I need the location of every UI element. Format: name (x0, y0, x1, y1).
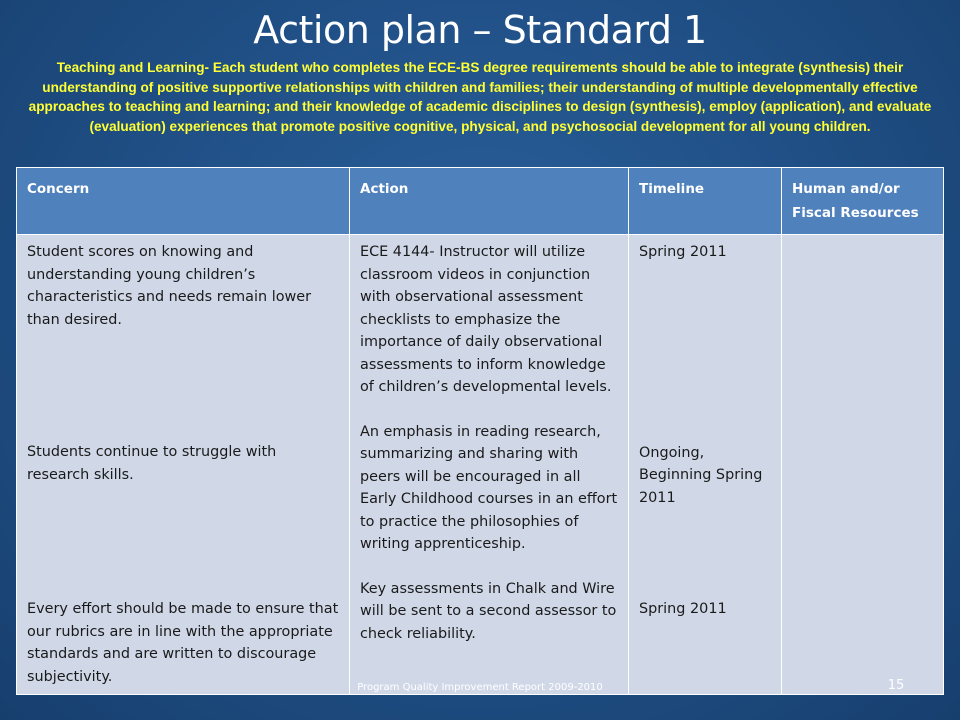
concern-3: Every effort should be made to ensure that our rubrics are in line with the appropriate standards and are written to discourage subjectivity. (27, 601, 339, 685)
table-header-row (17, 168, 944, 235)
action-2: An emphasis in reading research, summarizing and sharing with peers will be encouraged in all Early Childhood courses in an effort to practice the philosophies of writing apprenticeship. (360, 423, 618, 552)
action-plan-table (16, 167, 944, 695)
header-concern: Concern (17, 168, 350, 235)
header-action: Action (350, 168, 629, 235)
slide-title: Action plan – Standard 1 (253, 8, 707, 52)
timeline-2: Ongoing, Beginning Spring 2011 (639, 444, 763, 506)
action-cell (350, 235, 629, 695)
concern-2: Students continue to struggle with research skills. (27, 444, 277, 483)
header-timeline: Timeline (629, 168, 782, 235)
table-row (17, 235, 944, 695)
timeline-3: Spring 2011 (639, 601, 727, 617)
page-number: 15 (887, 678, 905, 693)
standard-description: Teaching and Learning- Each student who completes the ECE-BS degree requirements should be able to integrate (synthesis) their understanding of positive supportive relationships with children and families; their understanding of multiple developmentally effective approaches to teaching and learning; and their knowledge of academic disciplines to design (synthesis), employ (application), and evaluate (evaluation) experiences that promote positive cognitive, physical, and psychosocial development for all young children. (28, 60, 932, 134)
header-resources: Human and/or Fiscal Resources (782, 168, 944, 235)
action-1: ECE 4144- Instructor will utilize classroom videos in conjunction with observational assessment checklists to emphasize the importance of daily observational assessments to inform knowledge of children’s developmental levels. (360, 244, 612, 395)
concern-1: Student scores on knowing and understanding young children’s characteristics and needs remain lower than desired. (27, 244, 312, 328)
resources-cell (782, 235, 944, 695)
concern-cell (17, 235, 350, 695)
timeline-cell (629, 235, 782, 695)
footer-text: Program Quality Improvement Report 2009-2010 (357, 682, 603, 693)
action-3: Key assessments in Chalk and Wire will be sent to a second assessor to check reliability. (360, 580, 617, 642)
timeline-1: Spring 2011 (639, 244, 727, 260)
